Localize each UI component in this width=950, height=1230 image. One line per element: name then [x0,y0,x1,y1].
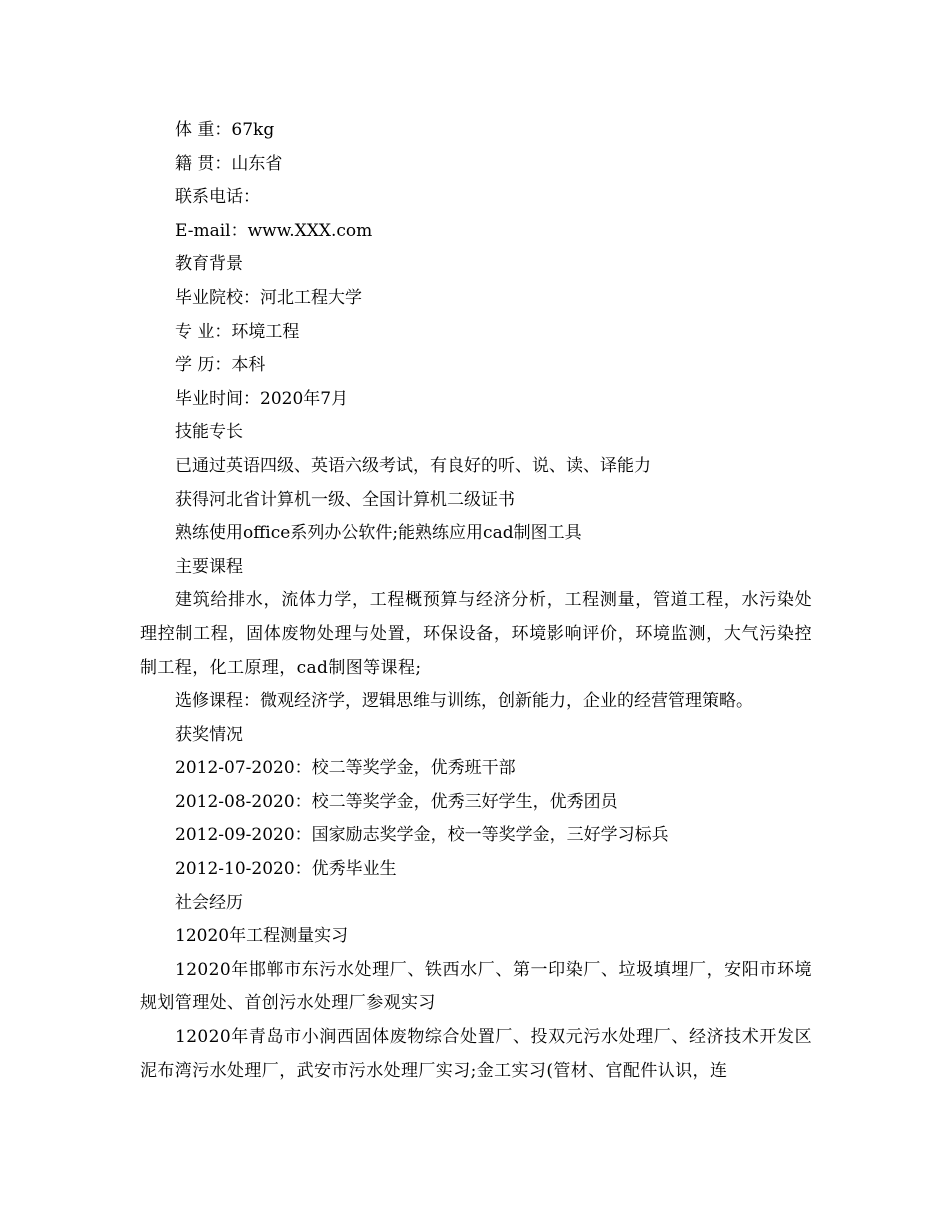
graduation-line: 毕业时间：2020年7月 [175,388,349,409]
award-item: 2012-10-2020：优秀毕业生 [175,859,397,880]
skill-item: 已通过英语四级、英语六级考试，有良好的听、说、读、译能力 [175,455,651,476]
experience-item: 12020年青岛市小涧西固体废物综合处置厂、投双元污水处理厂、经济技术开发区泥布湾污水处理厂，武安市污水处理厂实习;金工实习(管材、官配件认识，连 [140,1027,812,1081]
skill-item: 熟练使用office系列办公软件;能熟练应用cad制图工具 [175,523,582,544]
phone-line: 联系电话： [175,187,260,208]
awards-heading: 获奖情况 [175,724,243,745]
main-courses-paragraph: 建筑给排水，流体力学，工程概预算与经济分析，工程测量，管道工程，水污染处理控制工程，固体废物处理与处置，环保设备，环境影响评价，环境监测，大气污染控制工程，化工原理，cad制图等课程; [140,590,812,678]
award-item: 2012-07-2020：校二等奖学金，优秀班干部 [175,758,516,779]
school-line: 毕业院校：河北工程大学 [175,287,362,308]
elective-courses-line: 选修课程：微观经济学，逻辑思维与训练，创新能力，企业的经营管理策略。 [175,691,753,712]
weight-line: 体 重：67kg [175,120,275,140]
education-heading: 教育背景 [175,254,243,275]
award-item: 2012-08-2020：校二等奖学金，优秀三好学生，优秀团员 [175,791,618,812]
email-line: E-mail：www.XXX.com [175,220,373,241]
experience-item: 12020年邯郸市东污水处理厂、铁西水厂、第一印染厂、垃圾填埋厂，安阳市环境规划管理处、首创污水处理厂参观实习 [140,959,812,1014]
skills-heading: 技能专长 [175,422,243,443]
resume-body [140,114,812,1088]
degree-line: 学 历：本科 [175,355,266,376]
courses-heading: 主要课程 [175,556,243,577]
skill-item: 获得河北省计算机一级、全国计算机二级证书 [175,489,515,510]
hometown-line: 籍 贯：山东省 [175,153,283,174]
award-item: 2012-09-2020：国家励志奖学金，校一等奖学金，三好学习标兵 [175,825,669,846]
experience-heading: 社会经历 [175,892,243,913]
major-line: 专 业：环境工程 [175,321,300,342]
experience-item: 12020年工程测量实习 [175,926,349,947]
